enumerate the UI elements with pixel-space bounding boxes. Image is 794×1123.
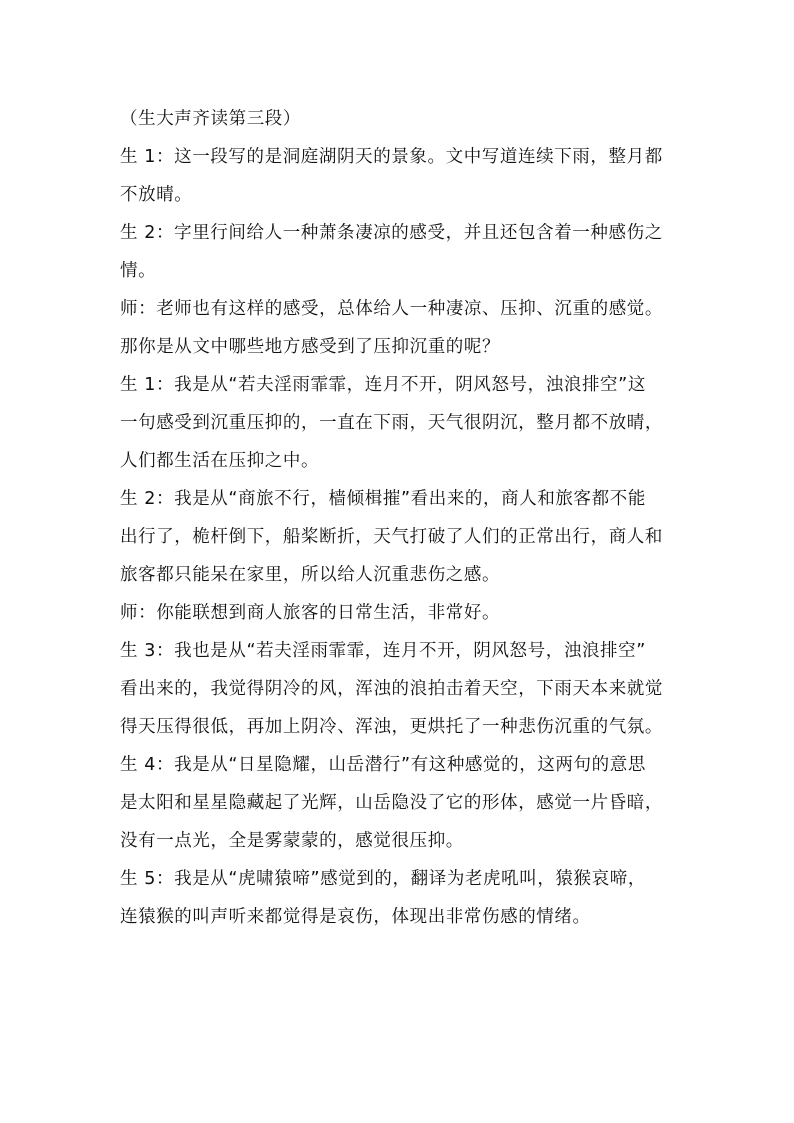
text-line: 连猿猴的叫声听来都觉得是哀伤，体现出非常伤感的情绪。 xyxy=(120,907,591,927)
text-line: 生 5：我是从“虎啸猿啼”感觉到的，翻译为老虎吼叫，猿猴哀啼， xyxy=(120,869,646,889)
text-line: 生 3：我也是从“若夫淫雨霏霏，连月不开，阴风怒号，浊浪排空” xyxy=(120,641,646,661)
text-line: 没有一点光，全是雾蒙蒙的，感觉很压抑。 xyxy=(120,831,464,851)
text-line: 看出来的，我觉得阴冷的风，浑浊的浪拍击着天空，下雨天本来就觉 xyxy=(120,679,663,699)
text-line: 出行了，桅杆倒下，船桨断折，天气打破了人们的正常出行，商人和 xyxy=(120,527,663,547)
text-line: 生 2：我是从“商旅不行，樯倾楫摧”看出来的，商人和旅客都不能 xyxy=(120,489,646,509)
text-line: 是太阳和星星隐藏起了光辉，山岳隐没了它的形体，感觉一片昏暗， xyxy=(120,793,663,813)
text-line: 生 1：我是从“若夫淫雨霏霏，连月不开，阴风怒号，浊浪排空”这 xyxy=(120,375,646,395)
text-line: 不放晴。 xyxy=(120,185,193,205)
text-line: 师：你能联想到商人旅客的日常生活，非常好。 xyxy=(120,603,501,623)
text-line: 生 2：字里行间给人一种萧条凄凉的感受，并且还包含着一种感伤之 xyxy=(120,223,663,243)
text-line: 得天压得很低，再加上阴冷、浑浊，更烘托了一种悲伤沉重的气氛。 xyxy=(120,717,663,737)
text-line: 师：老师也有这样的感受，总体给人一种凄凉、压抑、沉重的感觉。 xyxy=(120,299,663,319)
text-line: 一句感受到沉重压抑的，一直在下雨，天气很阴沉，整月都不放晴， xyxy=(120,413,663,433)
document-page xyxy=(120,100,680,936)
text-line: 那你是从文中哪些地方感受到了压抑沉重的呢？ xyxy=(120,337,501,357)
text-line: 生 1：这一段写的是洞庭湖阴天的景象。文中写道连续下雨，整月都 xyxy=(120,147,663,167)
text-line: 生 4：我是从“日星隐耀，山岳潜行”有这种感觉的，这两句的意思 xyxy=(120,755,646,775)
text-line: 情。 xyxy=(120,261,157,281)
text-line: 人们都生活在压抑之中。 xyxy=(120,451,320,471)
text-line: （生大声齐读第三段） xyxy=(120,109,301,129)
text-line: 旅客都只能呆在家里，所以给人沉重悲伤之感。 xyxy=(120,565,501,585)
